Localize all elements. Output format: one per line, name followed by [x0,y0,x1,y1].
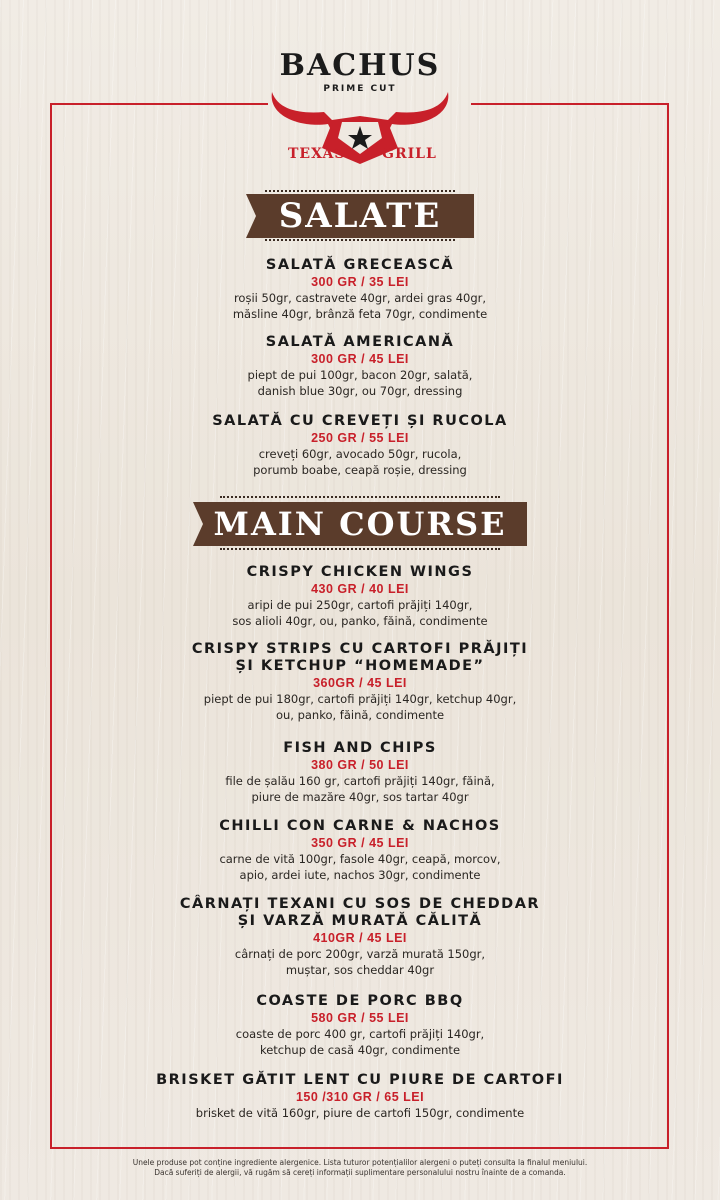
item-description: ou, panko, făină, condimente [275,708,445,722]
item-name: CRISPY STRIPS CU CARTOFI PRĂJIȚI [191,641,529,657]
item-name: SALATĂ GRECEASCĂ [265,257,455,273]
menu-item [60,413,660,478]
item-description: aripi de pui 250gr, cartofi prăjiți 140gr, [247,598,473,612]
allergen-notice-line: Unele produse pot conține ingrediente alergenice. Lista tuturor potențialilor alergeni o puteți consulta la finalul meniului. [132,1158,588,1167]
item-price: 300 GR / 45 LEI [311,352,409,366]
allergen-notice [60,1158,660,1178]
menu-item [60,740,660,805]
item-description: roșii 50gr, castravete 40gr, ardei gras 40gr, [233,291,487,305]
item-price: 350 GR / 45 LEI [311,836,409,850]
dotted-divider [220,548,500,550]
menu-item [60,334,660,399]
item-description: brisket de vită 160gr, piure de cartofi 150gr, condimente [195,1106,525,1120]
item-description: porumb boabe, ceapă roșie, dressing [253,463,467,477]
dotted-divider [265,239,455,241]
item-description: măsline 40gr, brânză feta 70gr, condimente [232,307,488,321]
item-description: piept de pui 100gr, bacon 20gr, salată, [247,368,473,382]
item-name: SALATĂ AMERICANĂ [265,334,455,350]
item-description: muștar, sos cheddar 40gr [285,963,435,977]
item-name: FISH AND CHIPS [283,740,437,756]
item-description: carne de vită 100gr, fasole 40gr, ceapă, morcov, [219,852,501,866]
item-description: danish blue 30gr, ou 70gr, dressing [257,384,463,398]
item-description: apio, ardei iute, nachos 30gr, condimente [239,868,481,882]
menu-item [60,257,660,322]
item-price: 250 GR / 55 LEI [311,431,409,445]
item-description: ketchup de casă 40gr, condimente [259,1043,461,1057]
item-description: sos alioli 40gr, ou, panko, făină, condimente [232,614,488,628]
section-title: SALATE [278,196,442,236]
item-price: 410GR / 45 LEI [313,931,407,945]
brand-name: BACHUS [279,48,441,83]
brand-tagline: PRIME CUT [323,84,397,94]
menu-item [60,641,660,723]
section-banner-main-course [0,493,720,555]
item-name: SALATĂ CU CREVEȚI ȘI RUCOLA [212,413,508,429]
item-description: cârnați de porc 200gr, varză murată 150gr, [234,947,486,961]
item-description: piept de pui 180gr, cartofi prăjiți 140gr, ketchup 40gr, [203,692,517,706]
dotted-divider [265,190,455,192]
menu-item [60,818,660,883]
item-name: CRISPY CHICKEN WINGS [246,564,474,580]
section-title: MAIN COURSE [213,505,507,543]
menu-item [60,564,660,629]
item-price: 150 /310 GR / 65 LEI [295,1090,425,1104]
menu-item [60,896,660,978]
section-banner-salate [0,186,720,246]
dotted-divider [220,496,500,498]
item-name: ȘI KETCHUP “HOMEMADE” [235,658,485,674]
item-description: creveți 60gr, avocado 50gr, rucola, [258,447,462,461]
item-price: 580 GR / 55 LEI [311,1011,409,1025]
brand-logo [260,48,460,166]
allergen-notice-line: Dacă suferiți de alergii, vă rugăm să cereți informații suplimentare personalului nostru înainte de a comanda. [154,1168,566,1177]
brand-left-word: TEXAS [288,146,346,162]
item-name: CÂRNAȚI TEXANI CU SOS DE CHEDDAR [179,896,541,912]
item-name: COASTE DE PORC BBQ [256,993,464,1009]
frame-line [471,103,669,105]
item-price: 300 GR / 35 LEI [311,275,409,289]
item-price: 380 GR / 50 LEI [311,758,409,772]
frame-line [50,103,268,105]
item-description: file de șalău 160 gr, cartofi prăjiți 140gr, făină, [225,774,495,788]
item-description: piure de mazăre 40gr, sos tartar 40gr [251,790,469,804]
item-description: coaste de porc 400 gr, cartofi prăjiți 140gr, [235,1027,485,1041]
brand-right-word: GRILL [382,146,437,162]
menu-item [60,1072,660,1121]
item-name: CHILLI CON CARNE & NACHOS [219,818,501,834]
menu-item [60,993,660,1058]
item-name: ȘI VARZĂ MURATĂ CĂLITĂ [237,913,483,929]
item-name: BRISKET GĂTIT LENT CU PIURE DE CARTOFI [156,1072,564,1088]
item-price: 360GR / 45 LEI [313,676,407,690]
item-price: 430 GR / 40 LEI [311,582,409,596]
